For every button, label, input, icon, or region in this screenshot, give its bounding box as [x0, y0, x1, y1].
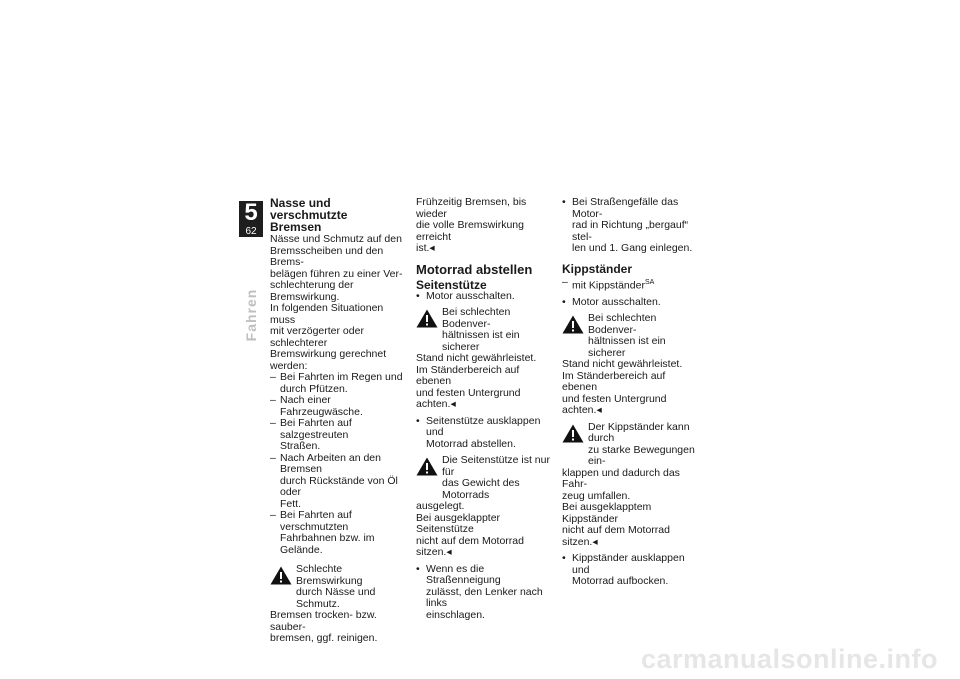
- warning-icon: [416, 309, 438, 328]
- warning-icon: [562, 424, 584, 443]
- watermark: carmanualsonline.info: [640, 644, 938, 674]
- heading-park-motorcycle: Motorrad abstellen: [416, 261, 533, 277]
- list-item: • Wenn es die Straßenneigung zulässt, den Lenker nach links einschlagen.: [416, 564, 556, 622]
- list-item: – Bei Fahrten auf salzgestreuten Straßen.: [270, 418, 410, 453]
- heading-center-stand: Kippständer: [562, 261, 633, 276]
- list-item: • Motor ausschalten.: [562, 297, 702, 309]
- list-item: – Bei Fahrten auf verschmutzten Fahrbahnen bzw. im Gelände.: [270, 510, 410, 556]
- page-number: 62: [245, 226, 257, 237]
- warning-block: Bei schlechten Bodenver- hältnissen ist ein sicherer Stand nicht gewährleistet. Im Ständerbereich auf ebenen und festen Untergrund achten.◂: [562, 312, 683, 416]
- warning-block: Bei schlechten Bodenver- hältnissen ist ein sicherer Stand nicht gewährleistet. Im Ständerbereich auf ebenen und festen Untergrund achten.◂: [416, 306, 537, 410]
- warning-icon: [562, 315, 584, 334]
- column-1: [270, 197, 410, 645]
- column-2: [416, 197, 556, 621]
- list-item: • Motor ausschalten.: [416, 291, 556, 303]
- warning-icon: [270, 566, 292, 585]
- warning-icon: [416, 457, 438, 476]
- list-item: – Nach Arbeiten an den Bremsen durch Rückstände von Öl oder Fett.: [270, 453, 410, 511]
- list-item: • Bei Straßengefälle das Motor- rad in Richtung „bergauf“ stel- len und 1. Gang einlegen.: [562, 197, 702, 255]
- warning-block: Die Seitenstütze ist nur für das Gewicht des Motorrads ausgelegt. Bei ausgeklappter Seitenstütze nicht auf dem Motorrad sitzen.◂: [416, 454, 550, 558]
- continued-text: Frühzeitig Bremsen, bis wieder die volle Bremswirkung erreicht ist.◂: [416, 196, 527, 254]
- column-3: [562, 197, 702, 588]
- intro-text: Nässe und Schmutz auf den Bremsscheiben und den Brems- belägen führen zu einer Ver- schlechterung der Bremswirkung. In folgenden Situationen muss mit verzögerter oder schlechterer Bremswirkung gerechnet werden:: [270, 233, 403, 372]
- heading-wet-brakes: Nasse und verschmutzte Bremsen: [270, 196, 348, 234]
- list-item: – Nach einer Fahrzeugwäsche.: [270, 395, 410, 418]
- warning-block: Der Kippständer kann durch zu starke Bewegungen ein- klappen und dadurch das Fahr- zeug umfallen. Bei ausgeklapptem Kippständer nicht auf dem Motorrad sitzen.◂: [562, 420, 695, 548]
- list-item: • Seitenstütze ausklappen und Motorrad abstellen.: [416, 416, 556, 451]
- heading-side-stand: Seitenstütze: [416, 277, 487, 292]
- chapter-title: Fahren: [243, 288, 259, 342]
- chapter-number: 5: [244, 199, 258, 226]
- list-item: – Bei Fahrten im Regen und durch Pfützen.: [270, 372, 410, 395]
- list-item: • Kippständer ausklappen und Motorrad aufbocken.: [562, 553, 702, 588]
- option-note: – mit Kippständer$^{SA}$: [562, 277, 702, 292]
- warning-block: Schlechte Bremswirkung durch Nässe und Schmutz. Bremsen trocken- bzw. sauber- bremsen, ggf. reinigen.: [270, 563, 378, 644]
